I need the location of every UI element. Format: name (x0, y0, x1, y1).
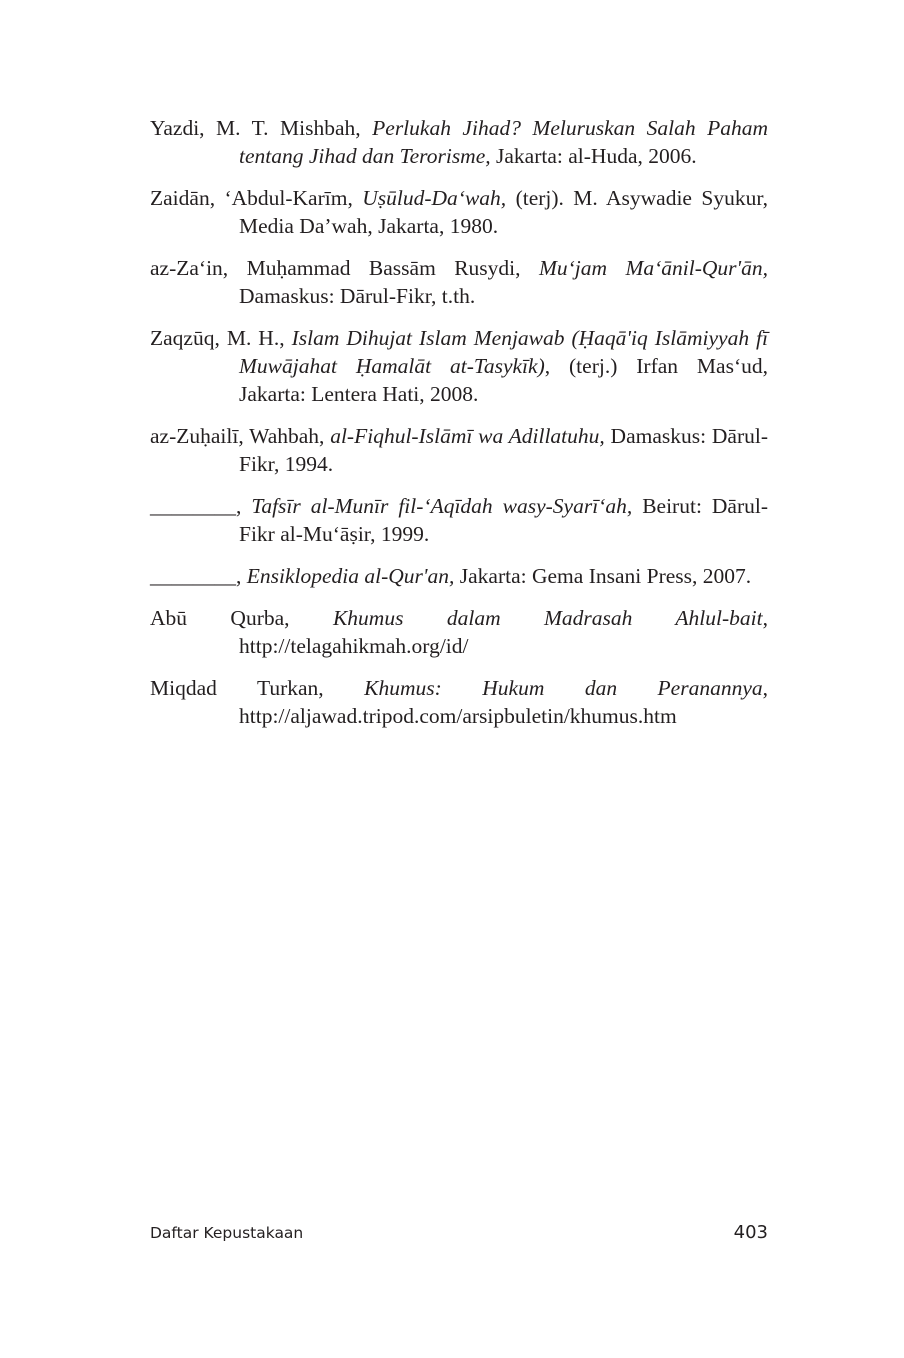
reference-publication: (terj). M. Asywadie Syukur, Media Da’wah, Jakarta, 1980. (239, 186, 769, 238)
reference-entry (150, 254, 768, 310)
running-footer-title: Daftar Kepustakaan (150, 1224, 304, 1242)
reference-entry (150, 492, 768, 548)
reference-author: ________, (150, 494, 252, 518)
reference-author: Miqdad Turkan, (150, 676, 365, 700)
reference-entry (150, 184, 768, 240)
reference-author: az-Za‘in, Muḥammad Bassām Rusydi, (150, 256, 539, 280)
reference-author: az-Zuḥailī, Wahbah, (150, 424, 331, 448)
reference-publication: Jakarta: Gema Insani Press, 2007. (454, 564, 752, 588)
reference-entry (150, 562, 768, 590)
reference-title: Uṣūlud-Da‘wah, (362, 186, 507, 210)
reference-publication: Beirut: Dārul-Fikr al-Mu‘āṣir, 1999. (239, 494, 768, 546)
reference-publication: Damaskus: Dārul-Fikr, t.th. (239, 284, 476, 308)
reference-entry (150, 674, 768, 730)
reference-publication: Jakarta: al-Huda, 2006. (490, 144, 697, 168)
reference-publication: , (terj.) Irfan Mas‘ud, Jakarta: Lentera Hati, 2008. (239, 354, 768, 406)
reference-publication: , http://aljawad.tripod.com/arsipbuletin/khumus.htm (239, 676, 768, 728)
reference-entry (150, 422, 768, 478)
reference-title: Perlukah Jihad? Meluruskan Salah Paham tentang Jihad dan Terorisme, (239, 116, 768, 168)
reference-author: Zaidān, ‘Abdul-Karīm, (150, 186, 363, 210)
reference-title: Khumus: Hukum dan Peranannya (364, 676, 763, 700)
reference-title: Ensiklopedia al-Qur'an, (246, 564, 455, 588)
reference-title: Islam Dihujat Islam Menjawab (Ḥaqā'iq Islāmiyyah fī Muwājahat Ḥamalāt at-Tasykīk) (239, 326, 768, 378)
reference-author: Yazdi, M. T. Mishbah, (150, 116, 373, 140)
page-number: 403 (733, 1222, 768, 1243)
reference-title: al-Fiqhul-Islāmī wa Adillatuhu, (330, 424, 605, 448)
reference-entry (150, 604, 768, 660)
reference-author: ________, (150, 564, 247, 588)
reference-publication: Damaskus: Dārul-Fikr, 1994. (239, 424, 769, 476)
reference-title: Tafsīr al-Munīr fil-‘Aqīdah wasy-Syarī‘ah, (251, 494, 633, 518)
reference-list (150, 114, 768, 744)
reference-author: Zaqzūq, M. H., (150, 326, 292, 350)
reference-entry (150, 324, 768, 408)
reference-entry (150, 114, 768, 170)
reference-author: Abū Qurba, (150, 606, 333, 630)
reference-title: Khumus dalam Madrasah Ahlul-bait (332, 606, 763, 630)
reference-publication: , http://telagahikmah.org/id/ (239, 606, 768, 658)
reference-title: Mu‘jam Ma‘ānil-Qur'ān, (538, 256, 768, 280)
